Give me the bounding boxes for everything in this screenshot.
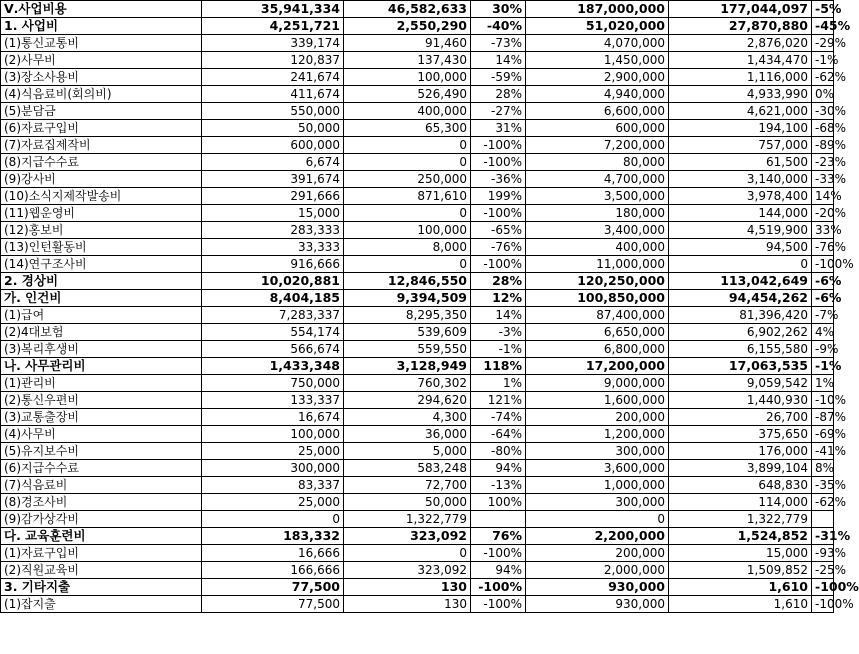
- change-rate-cell-1[interactable]: 94%: [471, 460, 526, 477]
- value-cell-2[interactable]: 760,302: [344, 375, 471, 392]
- change-rate-cell-1[interactable]: -3%: [471, 324, 526, 341]
- item-label-cell[interactable]: (5)유지보수비: [1, 443, 202, 460]
- table-row: [1, 494, 834, 511]
- table-row: [1, 120, 834, 137]
- change-rate-cell-1[interactable]: 28%: [471, 86, 526, 103]
- change-rate-cell-1[interactable]: 1%: [471, 375, 526, 392]
- item-label-cell[interactable]: 1. 사업비: [1, 18, 202, 35]
- item-label-cell[interactable]: (10)소식지제작발송비: [1, 188, 202, 205]
- table-row: [1, 18, 834, 35]
- table-row: [1, 86, 834, 103]
- change-rate-cell-2[interactable]: 8%: [812, 460, 834, 477]
- value-cell-2[interactable]: 583,248: [344, 460, 471, 477]
- value-cell-3[interactable]: 3,600,000: [526, 460, 669, 477]
- item-label-cell[interactable]: (13)인턴활동비: [1, 239, 202, 256]
- change-rate-cell-2[interactable]: -29%: [812, 35, 834, 52]
- value-cell-3[interactable]: 200,000: [526, 409, 669, 426]
- change-rate-cell-2[interactable]: -62%: [812, 494, 834, 511]
- value-cell-2[interactable]: 12,846,550: [344, 273, 471, 290]
- change-rate-cell-1[interactable]: -1%: [471, 341, 526, 358]
- value-cell-2[interactable]: 5,000: [344, 443, 471, 460]
- value-cell-2[interactable]: 323,092: [344, 562, 471, 579]
- value-cell-2[interactable]: 130: [344, 596, 471, 613]
- change-rate-cell-1[interactable]: 14%: [471, 307, 526, 324]
- item-label-cell[interactable]: (1)잡지출: [1, 596, 202, 613]
- value-cell-3[interactable]: 11,000,000: [526, 256, 669, 273]
- value-cell-3[interactable]: 2,900,000: [526, 69, 669, 86]
- table-row: [1, 477, 834, 494]
- change-rate-cell-2[interactable]: -100%: [812, 596, 834, 613]
- value-cell-2[interactable]: 9,394,509: [344, 290, 471, 307]
- value-cell-1[interactable]: 100,000: [202, 426, 344, 443]
- table-row: [1, 392, 834, 409]
- value-cell-2[interactable]: 8,000: [344, 239, 471, 256]
- change-rate-cell-2[interactable]: -6%: [812, 273, 834, 290]
- change-rate-cell-1[interactable]: -80%: [471, 443, 526, 460]
- value-cell-3[interactable]: 3,400,000: [526, 222, 669, 239]
- value-cell-4[interactable]: 4,621,000: [669, 103, 812, 120]
- table-row: [1, 358, 834, 375]
- value-cell-1[interactable]: 83,337: [202, 477, 344, 494]
- item-label-cell[interactable]: (12)홍보비: [1, 222, 202, 239]
- table-row: [1, 137, 834, 154]
- item-label-cell[interactable]: (4)사무비: [1, 426, 202, 443]
- value-cell-3[interactable]: 930,000: [526, 596, 669, 613]
- change-rate-cell-2[interactable]: -87%: [812, 409, 834, 426]
- value-cell-3[interactable]: 80,000: [526, 154, 669, 171]
- value-cell-3[interactable]: 6,600,000: [526, 103, 669, 120]
- change-rate-cell-2[interactable]: 1%: [812, 375, 834, 392]
- value-cell-4[interactable]: 6,902,262: [669, 324, 812, 341]
- value-cell-1[interactable]: 600,000: [202, 137, 344, 154]
- value-cell-4[interactable]: 1,610: [669, 596, 812, 613]
- value-cell-2[interactable]: 0: [344, 256, 471, 273]
- change-rate-cell-2[interactable]: -69%: [812, 426, 834, 443]
- change-rate-cell-2[interactable]: -9%: [812, 341, 834, 358]
- value-cell-4[interactable]: 4,933,990: [669, 86, 812, 103]
- change-rate-cell-2[interactable]: 33%: [812, 222, 834, 239]
- item-label-cell[interactable]: (14)연구조사비: [1, 256, 202, 273]
- item-label-cell[interactable]: (6)지급수수료: [1, 460, 202, 477]
- item-label-cell[interactable]: (11)웹운영비: [1, 205, 202, 222]
- value-cell-1[interactable]: 550,000: [202, 103, 344, 120]
- value-cell-3[interactable]: 4,070,000: [526, 35, 669, 52]
- value-cell-3[interactable]: 3,500,000: [526, 188, 669, 205]
- value-cell-4[interactable]: 61,500: [669, 154, 812, 171]
- value-cell-2[interactable]: 0: [344, 205, 471, 222]
- value-cell-1[interactable]: 0: [202, 511, 344, 528]
- value-cell-4[interactable]: 81,396,420: [669, 307, 812, 324]
- change-rate-cell-1[interactable]: -13%: [471, 477, 526, 494]
- change-rate-cell-1[interactable]: 12%: [471, 290, 526, 307]
- item-label-cell[interactable]: (9)감가상각비: [1, 511, 202, 528]
- value-cell-2[interactable]: 0: [344, 137, 471, 154]
- value-cell-1[interactable]: 77,500: [202, 579, 344, 596]
- change-rate-cell-1[interactable]: -74%: [471, 409, 526, 426]
- value-cell-4[interactable]: 26,700: [669, 409, 812, 426]
- value-cell-4[interactable]: 15,000: [669, 545, 812, 562]
- change-rate-cell-1[interactable]: 94%: [471, 562, 526, 579]
- change-rate-cell-2[interactable]: 14%: [812, 188, 834, 205]
- table-row: [1, 239, 834, 256]
- change-rate-cell-1[interactable]: 28%: [471, 273, 526, 290]
- value-cell-4[interactable]: 3,978,400: [669, 188, 812, 205]
- value-cell-1[interactable]: 241,674: [202, 69, 344, 86]
- change-rate-cell-1[interactable]: -100%: [471, 545, 526, 562]
- table-row: [1, 69, 834, 86]
- change-rate-cell-1[interactable]: -59%: [471, 69, 526, 86]
- value-cell-2[interactable]: 539,609: [344, 324, 471, 341]
- value-cell-1[interactable]: 10,020,881: [202, 273, 344, 290]
- change-rate-cell-1[interactable]: -100%: [471, 256, 526, 273]
- change-rate-cell-2[interactable]: -68%: [812, 120, 834, 137]
- value-cell-1[interactable]: 33,333: [202, 239, 344, 256]
- value-cell-1[interactable]: 750,000: [202, 375, 344, 392]
- value-cell-2[interactable]: 323,092: [344, 528, 471, 545]
- table-row: [1, 171, 834, 188]
- value-cell-3[interactable]: 600,000: [526, 120, 669, 137]
- item-label-cell[interactable]: (4)식음료비(회의비): [1, 86, 202, 103]
- change-rate-cell-1[interactable]: -100%: [471, 205, 526, 222]
- value-cell-3[interactable]: 400,000: [526, 239, 669, 256]
- value-cell-4[interactable]: 375,650: [669, 426, 812, 443]
- value-cell-4[interactable]: 3,899,104: [669, 460, 812, 477]
- item-label-cell[interactable]: 3. 기타지출: [1, 579, 202, 596]
- change-rate-cell-1[interactable]: -100%: [471, 137, 526, 154]
- item-label-cell[interactable]: Ⅴ.사업비용: [1, 1, 202, 18]
- change-rate-cell-1[interactable]: 100%: [471, 494, 526, 511]
- value-cell-4[interactable]: 648,830: [669, 477, 812, 494]
- value-cell-1[interactable]: 25,000: [202, 443, 344, 460]
- value-cell-3[interactable]: 0: [526, 511, 669, 528]
- item-label-cell[interactable]: (8)지급수수료: [1, 154, 202, 171]
- change-rate-cell-2[interactable]: 4%: [812, 324, 834, 341]
- value-cell-4[interactable]: 1,322,779: [669, 511, 812, 528]
- value-cell-3[interactable]: 7,200,000: [526, 137, 669, 154]
- value-cell-1[interactable]: 183,332: [202, 528, 344, 545]
- value-cell-2[interactable]: 871,610: [344, 188, 471, 205]
- change-rate-cell-2[interactable]: -7%: [812, 307, 834, 324]
- value-cell-4[interactable]: 3,140,000: [669, 171, 812, 188]
- value-cell-1[interactable]: 15,000: [202, 205, 344, 222]
- change-rate-cell-1[interactable]: -100%: [471, 579, 526, 596]
- value-cell-4[interactable]: 9,059,542: [669, 375, 812, 392]
- value-cell-2[interactable]: 559,550: [344, 341, 471, 358]
- value-cell-3[interactable]: 180,000: [526, 205, 669, 222]
- table-row: [1, 35, 834, 52]
- change-rate-cell-2[interactable]: -41%: [812, 443, 834, 460]
- change-rate-cell-2[interactable]: -23%: [812, 154, 834, 171]
- change-rate-cell-2[interactable]: -45%: [812, 18, 834, 35]
- item-label-cell[interactable]: (9)강사비: [1, 171, 202, 188]
- budget-table-body: [1, 1, 859, 613]
- value-cell-4[interactable]: 1,610: [669, 579, 812, 596]
- value-cell-4[interactable]: 1,434,470: [669, 52, 812, 69]
- value-cell-4[interactable]: 757,000: [669, 137, 812, 154]
- table-row: [1, 460, 834, 477]
- value-cell-4[interactable]: 94,500: [669, 239, 812, 256]
- value-cell-3[interactable]: 187,000,000: [526, 1, 669, 18]
- value-cell-1[interactable]: 25,000: [202, 494, 344, 511]
- value-cell-1[interactable]: 339,174: [202, 35, 344, 52]
- item-label-cell[interactable]: (8)경조사비: [1, 494, 202, 511]
- value-cell-2[interactable]: 4,300: [344, 409, 471, 426]
- value-cell-2[interactable]: 250,000: [344, 171, 471, 188]
- value-cell-4[interactable]: 114,000: [669, 494, 812, 511]
- value-cell-4[interactable]: 144,000: [669, 205, 812, 222]
- item-label-cell[interactable]: (5)분담금: [1, 103, 202, 120]
- value-cell-1[interactable]: 120,837: [202, 52, 344, 69]
- change-rate-cell-2[interactable]: -76%: [812, 239, 834, 256]
- value-cell-2[interactable]: 100,000: [344, 69, 471, 86]
- change-rate-cell-2[interactable]: -1%: [812, 358, 834, 375]
- table-row: [1, 528, 834, 545]
- value-cell-4[interactable]: 1,509,852: [669, 562, 812, 579]
- table-row: [1, 443, 834, 460]
- table-row: [1, 579, 834, 596]
- value-cell-3[interactable]: 6,650,000: [526, 324, 669, 341]
- item-label-cell[interactable]: 나. 사무관리비: [1, 358, 202, 375]
- value-cell-1[interactable]: 16,666: [202, 545, 344, 562]
- value-cell-2[interactable]: 91,460: [344, 35, 471, 52]
- change-rate-cell-2[interactable]: 0%: [812, 86, 834, 103]
- table-row: [1, 256, 834, 273]
- value-cell-1[interactable]: 50,000: [202, 120, 344, 137]
- value-cell-3[interactable]: 17,200,000: [526, 358, 669, 375]
- table-row: [1, 511, 834, 528]
- value-cell-3[interactable]: 120,250,000: [526, 273, 669, 290]
- table-row: [1, 307, 834, 324]
- change-rate-cell-1[interactable]: 118%: [471, 358, 526, 375]
- value-cell-1[interactable]: 411,674: [202, 86, 344, 103]
- item-label-cell[interactable]: (6)자료구입비: [1, 120, 202, 137]
- table-row: [1, 409, 834, 426]
- change-rate-cell-2[interactable]: -10%: [812, 392, 834, 409]
- value-cell-1[interactable]: 7,283,337: [202, 307, 344, 324]
- change-rate-cell-1[interactable]: -65%: [471, 222, 526, 239]
- value-cell-1[interactable]: 8,404,185: [202, 290, 344, 307]
- value-cell-4[interactable]: 27,870,880: [669, 18, 812, 35]
- value-cell-1[interactable]: 554,174: [202, 324, 344, 341]
- item-label-cell[interactable]: (2)사무비: [1, 52, 202, 69]
- table-row: [1, 596, 834, 613]
- table-row: [1, 562, 834, 579]
- change-rate-cell-2[interactable]: -1%: [812, 52, 834, 69]
- value-cell-4[interactable]: 4,519,900: [669, 222, 812, 239]
- value-cell-1[interactable]: 300,000: [202, 460, 344, 477]
- value-cell-2[interactable]: 294,620: [344, 392, 471, 409]
- table-row: [1, 188, 834, 205]
- value-cell-4[interactable]: 1,524,852: [669, 528, 812, 545]
- table-row: [1, 1, 834, 18]
- value-cell-3[interactable]: 300,000: [526, 443, 669, 460]
- value-cell-1[interactable]: 77,500: [202, 596, 344, 613]
- value-cell-4[interactable]: 17,063,535: [669, 358, 812, 375]
- table-row: [1, 324, 834, 341]
- change-rate-cell-1[interactable]: 31%: [471, 120, 526, 137]
- value-cell-2[interactable]: 36,000: [344, 426, 471, 443]
- value-cell-3[interactable]: 9,000,000: [526, 375, 669, 392]
- change-rate-cell-2[interactable]: -5%: [812, 1, 834, 18]
- value-cell-4[interactable]: 6,155,580: [669, 341, 812, 358]
- value-cell-2[interactable]: 46,582,633: [344, 1, 471, 18]
- value-cell-1[interactable]: 283,333: [202, 222, 344, 239]
- table-row: [1, 426, 834, 443]
- change-rate-cell-1[interactable]: -40%: [471, 18, 526, 35]
- value-cell-1[interactable]: 916,666: [202, 256, 344, 273]
- value-cell-4[interactable]: 113,042,649: [669, 273, 812, 290]
- change-rate-cell-1[interactable]: 121%: [471, 392, 526, 409]
- item-label-cell[interactable]: (3)장소사용비: [1, 69, 202, 86]
- value-cell-3[interactable]: 100,850,000: [526, 290, 669, 307]
- item-label-cell[interactable]: (1)관리비: [1, 375, 202, 392]
- table-row: [1, 273, 834, 290]
- value-cell-1[interactable]: 35,941,334: [202, 1, 344, 18]
- change-rate-cell-2[interactable]: -25%: [812, 562, 834, 579]
- change-rate-cell-2[interactable]: -62%: [812, 69, 834, 86]
- change-rate-cell-2[interactable]: -93%: [812, 545, 834, 562]
- table-row: [1, 545, 834, 562]
- value-cell-3[interactable]: 2,000,000: [526, 562, 669, 579]
- value-cell-3[interactable]: 4,940,000: [526, 86, 669, 103]
- item-label-cell[interactable]: (3)교통출장비: [1, 409, 202, 426]
- change-rate-cell-2[interactable]: -30%: [812, 103, 834, 120]
- value-cell-3[interactable]: 1,000,000: [526, 477, 669, 494]
- table-row: [1, 341, 834, 358]
- value-cell-3[interactable]: 200,000: [526, 545, 669, 562]
- change-rate-cell-1[interactable]: -100%: [471, 154, 526, 171]
- item-label-cell[interactable]: (1)자료구입비: [1, 545, 202, 562]
- table-row: [1, 103, 834, 120]
- value-cell-2[interactable]: 50,000: [344, 494, 471, 511]
- value-cell-2[interactable]: 1,322,779: [344, 511, 471, 528]
- value-cell-2[interactable]: 400,000: [344, 103, 471, 120]
- value-cell-4[interactable]: 0: [669, 256, 812, 273]
- value-cell-1[interactable]: 166,666: [202, 562, 344, 579]
- item-label-cell[interactable]: (2)4대보험: [1, 324, 202, 341]
- item-label-cell[interactable]: (3)복리후생비: [1, 341, 202, 358]
- value-cell-4[interactable]: 1,116,000: [669, 69, 812, 86]
- change-rate-cell-1[interactable]: 76%: [471, 528, 526, 545]
- change-rate-cell-2[interactable]: -31%: [812, 528, 834, 545]
- value-cell-1[interactable]: 16,674: [202, 409, 344, 426]
- table-row: [1, 154, 834, 171]
- value-cell-2[interactable]: 100,000: [344, 222, 471, 239]
- item-label-cell[interactable]: (7)자료집제작비: [1, 137, 202, 154]
- value-cell-4[interactable]: 1,440,930: [669, 392, 812, 409]
- change-rate-cell-1[interactable]: -73%: [471, 35, 526, 52]
- table-row: [1, 222, 834, 239]
- value-cell-2[interactable]: 0: [344, 154, 471, 171]
- value-cell-2[interactable]: 137,430: [344, 52, 471, 69]
- change-rate-cell-2[interactable]: -20%: [812, 205, 834, 222]
- value-cell-4[interactable]: 176,000: [669, 443, 812, 460]
- value-cell-1[interactable]: 566,674: [202, 341, 344, 358]
- change-rate-cell-2[interactable]: -89%: [812, 137, 834, 154]
- value-cell-3[interactable]: 930,000: [526, 579, 669, 596]
- table-row: [1, 52, 834, 69]
- table-row: [1, 375, 834, 392]
- value-cell-2[interactable]: 2,550,290: [344, 18, 471, 35]
- change-rate-cell-1[interactable]: 30%: [471, 1, 526, 18]
- change-rate-cell-2[interactable]: -35%: [812, 477, 834, 494]
- value-cell-3[interactable]: 6,800,000: [526, 341, 669, 358]
- item-label-cell[interactable]: 가. 인건비: [1, 290, 202, 307]
- change-rate-cell-1[interactable]: [471, 511, 526, 528]
- item-label-cell[interactable]: 다. 교육훈련비: [1, 528, 202, 545]
- item-label-cell[interactable]: (1)통신교통비: [1, 35, 202, 52]
- value-cell-2[interactable]: 0: [344, 545, 471, 562]
- item-label-cell[interactable]: (7)식음료비: [1, 477, 202, 494]
- value-cell-4[interactable]: 194,100: [669, 120, 812, 137]
- value-cell-2[interactable]: 65,300: [344, 120, 471, 137]
- value-cell-2[interactable]: 526,490: [344, 86, 471, 103]
- value-cell-3[interactable]: 300,000: [526, 494, 669, 511]
- change-rate-cell-2[interactable]: -33%: [812, 171, 834, 188]
- value-cell-3[interactable]: 51,020,000: [526, 18, 669, 35]
- value-cell-3[interactable]: 87,400,000: [526, 307, 669, 324]
- change-rate-cell-2[interactable]: [812, 511, 834, 528]
- value-cell-1[interactable]: 1,433,348: [202, 358, 344, 375]
- value-cell-3[interactable]: 1,200,000: [526, 426, 669, 443]
- change-rate-cell-1[interactable]: -76%: [471, 239, 526, 256]
- change-rate-cell-2[interactable]: -6%: [812, 290, 834, 307]
- value-cell-4[interactable]: 2,876,020: [669, 35, 812, 52]
- item-label-cell[interactable]: (1)급여: [1, 307, 202, 324]
- change-rate-cell-1[interactable]: -36%: [471, 171, 526, 188]
- value-cell-3[interactable]: 4,700,000: [526, 171, 669, 188]
- change-rate-cell-1[interactable]: -64%: [471, 426, 526, 443]
- value-cell-1[interactable]: 291,666: [202, 188, 344, 205]
- value-cell-2[interactable]: 72,700: [344, 477, 471, 494]
- change-rate-cell-1[interactable]: -100%: [471, 596, 526, 613]
- table-row: [1, 290, 834, 307]
- value-cell-1[interactable]: 133,337: [202, 392, 344, 409]
- value-cell-1[interactable]: 391,674: [202, 171, 344, 188]
- value-cell-4[interactable]: 94,454,262: [669, 290, 812, 307]
- value-cell-2[interactable]: 3,128,949: [344, 358, 471, 375]
- change-rate-cell-2[interactable]: -100%: [812, 256, 834, 273]
- item-label-cell[interactable]: (2)통신우편비: [1, 392, 202, 409]
- change-rate-cell-2[interactable]: -100%: [812, 579, 834, 596]
- value-cell-1[interactable]: 6,674: [202, 154, 344, 171]
- value-cell-3[interactable]: 1,450,000: [526, 52, 669, 69]
- change-rate-cell-1[interactable]: 199%: [471, 188, 526, 205]
- value-cell-1[interactable]: 4,251,721: [202, 18, 344, 35]
- value-cell-3[interactable]: 2,200,000: [526, 528, 669, 545]
- change-rate-cell-1[interactable]: 14%: [471, 52, 526, 69]
- item-label-cell[interactable]: 2. 경상비: [1, 273, 202, 290]
- table-row: [1, 205, 834, 222]
- value-cell-2[interactable]: 130: [344, 579, 471, 596]
- item-label-cell[interactable]: (2)직원교육비: [1, 562, 202, 579]
- value-cell-2[interactable]: 8,295,350: [344, 307, 471, 324]
- change-rate-cell-1[interactable]: -27%: [471, 103, 526, 120]
- value-cell-4[interactable]: 177,044,097: [669, 1, 812, 18]
- value-cell-3[interactable]: 1,600,000: [526, 392, 669, 409]
